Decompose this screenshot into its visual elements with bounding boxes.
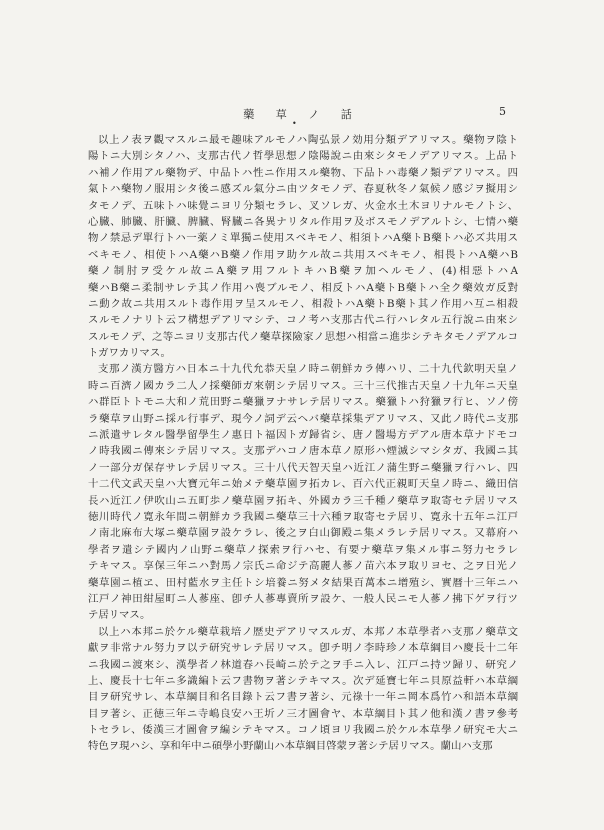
text-line: 徳川時代ノ寛永年間ニ朝鮮カラ我國ニ藥草三十六種ヲ取寄セテ居リ、寛永十五年ニ江戸	[88, 510, 518, 523]
body-text	[88, 132, 518, 755]
text-line: 藥ノ制肘ヲ受ケル故ニA藥ヲ用フルトキハB藥ヲ加ヘルモノ、(4)相惡トハA	[88, 265, 518, 278]
text-line: 特色ヲ現ハシ、享和年中ニ碩學小野蘭山ハ本草綱目啓蒙ヲ著シテ居リマス。蘭山ハ支那	[88, 740, 493, 753]
text-line: 陽トニ大別シタノハ、支那古代ノ哲學思想ノ陰陽說ニ由來シタモノデアリマス。上品ト	[88, 150, 518, 163]
text-line: 以上ノ表ヲ觀マスルニ最モ趣味アルモノハ陶弘景ノ効用分類デアリマス。藥物ヲ陰ト	[98, 134, 518, 146]
page-number: 5	[499, 105, 506, 118]
text-line: ニ派遣サレタル醫學留學生ノ惠日ト福因トガ歸省シ、唐ノ醫場方デアル唐本草ナドモコ	[88, 429, 518, 442]
text-line: ノ一部分ガ保存サレテ居リマス。三十八代天智天皇ハ近江ノ蒲生野ニ藥獵ヲ行ハレ、四	[88, 461, 518, 474]
text-line: ノ時我國ニ傳來シテ居リマス。支那デハコノ唐本草ノ原形ハ煙滅シマシタガ、我國ニ其	[88, 445, 518, 458]
text-line: ニ動ク故ニ共用スルト毒作用ヲ呈スルモノ、相殺トハA藥トB藥ト其ノ作用ハ互ニ相殺	[88, 297, 518, 310]
text-line: 目ヲ研究サレ、本草綱目和名目錄ト云フ書ヲ著シ、元祿十一年ニ岡本爲竹ハ和語本草綱	[88, 691, 518, 704]
text-line: 時ニ百濟ノ國カラ二人ノ採藥師ガ來朝シテ居リマス。三十三代推古天皇ノ十九年ニ天皇	[88, 379, 518, 392]
text-line: ラ藥草ヲ山野ニ採ル行事デ、現今ノ詞デ云ヘバ藥草採集デアリマス、又此ノ時代ニ支那	[88, 412, 518, 425]
text-line: ニ我國ニ渡來シ、漢學者ノ林道春ハ長崎ニ於テ之ヲ手ニ入レ、江戸ニ持ツ歸リ、研究ノ	[88, 658, 518, 671]
text-line: 藥草園ニ植ヱ、田村藍水ヲ主任トシ培養ニ努メタ結果百萬本ニ增殖シ、實暦十三年ニハ	[88, 576, 518, 589]
text-line: 藥ハB藥ニ柔制サレテ其ノ作用ハ喪ブルモノ、相反トハA藥トB藥トハ全ク藥效ガ反對	[88, 281, 518, 294]
text-line: 江戸ノ神田紺屋町ニ人蔘座、卽チ人蔘專賣所ヲ設ケ、一般人民ニモ人蔘ノ拂下ゲヲ行ツ	[88, 592, 518, 605]
text-line: 學者ヲ遣シテ國内ノ山野ニ藥草ノ探索ヲ行ハセ、有要ナ藥草ヲ集メル事ニ努力セラレ	[88, 543, 518, 556]
text-line: 獻ヲ非常ナル努力ヲ以テ研究サレテ居リマス。卽チ明ノ李時珍ノ本草綱目ハ慶長十二年	[88, 642, 518, 655]
text-line: タモノデ、五味トハ味覺ニヨリ分類セラレ、叉ソレガ、火金水土木ヨリナルモノトシ、	[88, 199, 518, 212]
text-line: ノ南北麻布大塚ニ藥草園ヲ設ケラレ、後之ヲ白山御殿ニ集メラレテ居リマス。又幕府ハ	[88, 527, 518, 540]
text-line: 氣トハ藥物ノ服用シタ後ニ感ズル氣分ニ由ツタモノデ、春夏秋冬ノ氣候ノ感ジヲ擬用シ	[88, 183, 518, 196]
text-line: ハ補ノ作用アル藥物デ、中品トハ性ニ作用スル藥物、下品トハ毒藥ノ類デアリマス。四	[88, 166, 518, 179]
text-line: テキマス。享保三年ニハ對馬ノ宗氏ニ命ジテ高麗人蔘ノ苗六本ヲ取リヨセ、之ヲ日光ノ	[88, 560, 518, 573]
text-line: 長ハ近江ノ伊吹山ニ五町歩ノ藥草園ヲ拓キ、外國カラ三千種ノ藥草ヲ取寄セテ居リマス	[88, 494, 518, 507]
text-line: 十二代文武天皇ハ大寶元年ニ始メテ藥草園ヲ拓カレ、百六代正親町天皇ノ時ニ、織田信	[88, 478, 518, 491]
text-line: 上、慶長十七年ニ多識編ト云フ書物ヲ著シテキマス。次デ延寶七年ニ貝原益軒ハ本草綱	[88, 674, 518, 687]
text-line: ハ群臣トトモニ大和ノ荒田野ニ藥獵ヲナサレテ居リマス。藥獵トハ狩獵ヲ行ヒ、ソノ傍	[88, 396, 518, 409]
text-line: 心臓、肺臓、肝臓、脾臓、腎臓ニ各異ナリタル作用ヲ及ボスモノデアルトシ、七情ハ藥	[88, 215, 518, 228]
text-line: スルモノナリト云フ構想デアリマシテ、コノ考ハ支那古代ニ行ハレタル五行說ニ由來シ	[88, 314, 518, 327]
text-line: 物ノ禁忌デ單行トハ一薬ノミ單獨ニ使用スベキモノ、相須トハA藥トB藥トハ必ズ共用ス	[88, 232, 518, 245]
paragraph	[88, 624, 518, 755]
text-line: 支那ノ漢方醫方ハ日本ニ十九代允恭天皇ノ時ニ朝鮮カラ傳ハリ、二十九代欽明天皇ノ	[98, 363, 518, 376]
text-line: テ居リマス。	[88, 609, 151, 622]
running-title: 藥 草 ノ 話	[243, 108, 361, 121]
text-line: スルモノデ、之等ニヨリ支那古代ノ藥草探險家ノ思想ハ相當ニ進歩シテキタモノデアルコ	[88, 330, 518, 343]
text-line: ベキモノ、相使トハA藥ハB藥ノ作用ヲ助ケル故ニ共用スベキモノ、相畏トハA藥ハB	[88, 248, 518, 261]
paragraph	[88, 361, 518, 623]
text-line: トガワカリマス。	[88, 347, 171, 360]
paragraph	[88, 132, 518, 361]
title-dot: •	[292, 119, 297, 128]
text-line: 目ヲ著シ、正徳三年ニ寺嶋良安ハ王圻ノ三才圖會ヤ、本草綱目ト其ノ他和漢ノ書ヲ參考	[88, 707, 518, 720]
text-line: トセラレ、倭漢三才圖會ヲ編シテキマス。コノ頃ヨリ我國ニ於ケル本草學ノ研究モ大ニ	[88, 724, 518, 737]
text-line: 以上ハ本邦ニ於ケル藥草栽培ノ歴史デアリマスルガ、本邦ノ本草學者ハ支那ノ藥草文	[98, 625, 518, 638]
